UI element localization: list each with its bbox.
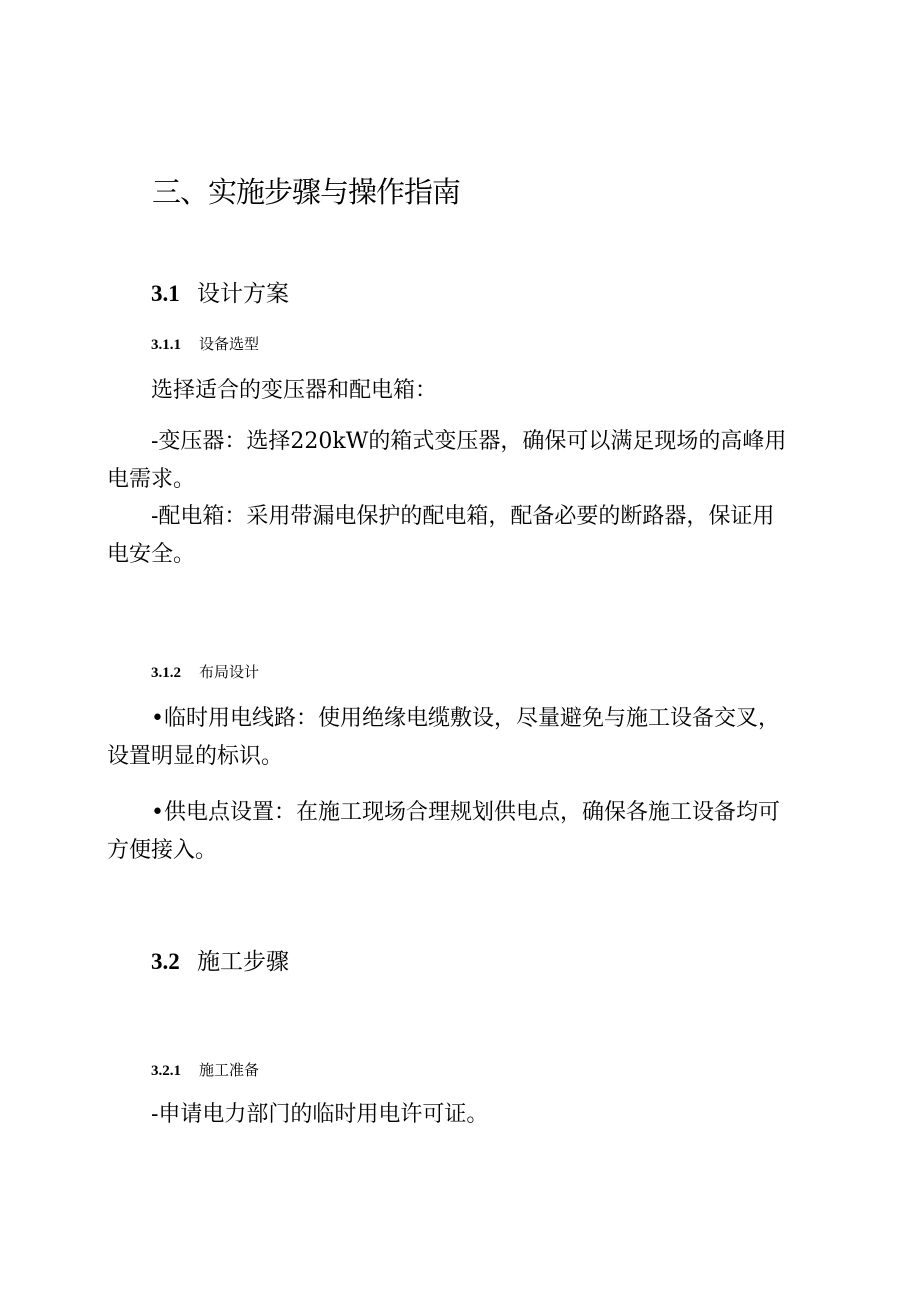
section-title: 施工步骤	[197, 949, 289, 975]
paragraph-line: •供电点设置：在施工现场合理规划供电点，确保各施工设备均可	[151, 800, 780, 825]
paragraph-line: •临时用电线路：使用绝缘电缆敷设，尽量避免与施工设备交叉，	[151, 706, 780, 731]
paragraph-supply-points	[107, 794, 827, 870]
subsection-number: 3.1.2	[151, 665, 181, 681]
paragraph-transformer	[107, 423, 827, 499]
subsection-title: 布局设计	[199, 663, 260, 681]
section-3-1-heading	[151, 276, 289, 312]
subsection-title: 施工准备	[199, 1061, 260, 1079]
paragraph-line: 电需求。	[107, 467, 196, 492]
chapter-title: 三、实施步骤与操作指南	[152, 175, 461, 209]
paragraph-line: 电安全。	[107, 542, 196, 567]
section-number: 3.2	[151, 949, 180, 974]
paragraph-temporary-lines	[107, 700, 827, 776]
subsection-3-1-2-heading	[151, 660, 259, 685]
section-number: 3.1	[151, 281, 180, 306]
section-3-2-heading	[151, 944, 289, 980]
paragraph-line: 设置明显的标识。	[107, 744, 284, 769]
paragraph-text: -申请电力部门的临时用电许可证。	[151, 1102, 489, 1127]
paragraph-line: 方便接入。	[107, 838, 218, 863]
section-title: 设计方案	[197, 281, 289, 307]
subsection-title: 设备选型	[199, 335, 260, 353]
paragraph-intro	[151, 372, 871, 410]
paragraph-line: -变压器：选择220kW的箱式变压器，确保可以满足现场的高峰用	[151, 429, 787, 454]
subsection-number: 3.1.1	[151, 337, 181, 353]
subsection-number: 3.2.1	[151, 1063, 181, 1079]
subsection-3-1-1-heading	[151, 332, 259, 357]
paragraph-permit	[107, 1096, 827, 1134]
paragraph-text: 选择适合的变压器和配电箱：	[151, 378, 438, 403]
paragraph-line: -配电箱：采用带漏电保护的配电箱，配备必要的断路器，保证用	[151, 504, 775, 529]
paragraph-distribution-box	[107, 498, 827, 574]
subsection-3-2-1-heading	[151, 1058, 259, 1083]
